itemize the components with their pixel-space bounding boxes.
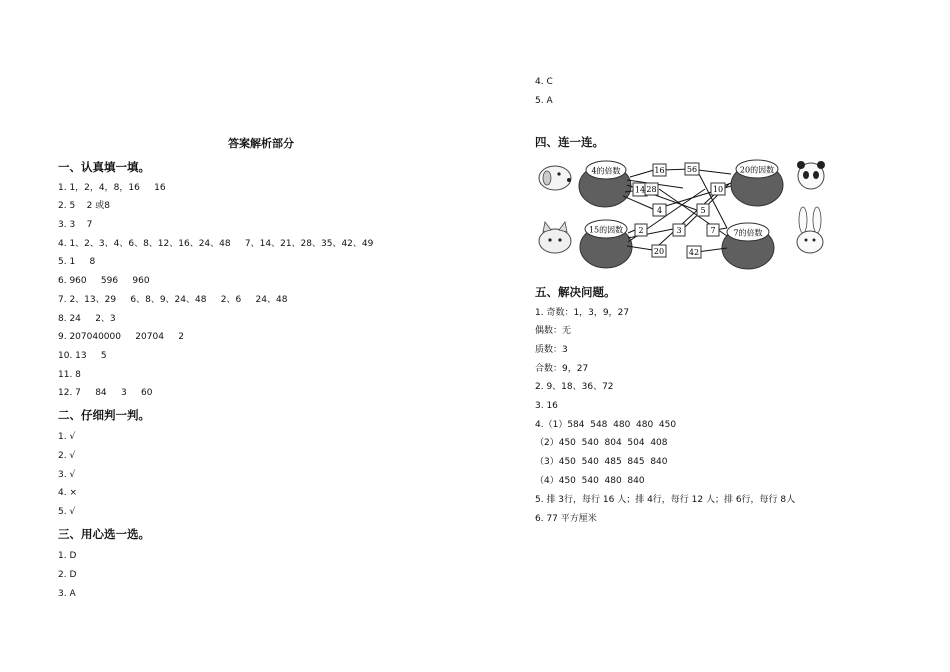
number-label: 2: [638, 226, 644, 235]
number-label: 3: [676, 226, 682, 235]
section-5-item: 1. 奇数：1，3，9，27: [535, 308, 630, 318]
section-1-item: 1. 1，2，4，8，16 16: [58, 183, 166, 193]
section-1-item: 5. 1 8: [58, 257, 96, 267]
section-2-item: 2. √: [58, 451, 76, 461]
number-box: [635, 224, 647, 236]
number-label: 28: [646, 185, 657, 194]
number-label: 10: [712, 185, 724, 194]
section-3-heading: 三、用心选一选。: [58, 527, 150, 541]
section-2-heading: 二、仔细判一判。: [58, 408, 150, 422]
section-3-item: 2. D: [58, 570, 77, 580]
section-4-heading: 四、连一连。: [535, 135, 604, 149]
section-1-item: 4. 1、2、3、4、6、8、12、16、24、48 7、14、21、28、35、42、49: [58, 239, 374, 249]
pot-4-multiples: [579, 161, 631, 207]
number-label: 4: [656, 206, 663, 215]
pot-20-factors: [731, 160, 783, 206]
section-5-item: （4）450 540 480 840: [535, 476, 645, 486]
number-label: 20: [653, 247, 665, 256]
pot-7-multiples: [722, 223, 774, 269]
matching-diagram: [535, 156, 835, 274]
section-1-item: 12. 7 84 3 60: [58, 388, 153, 398]
number-box: [687, 246, 701, 258]
section-5-item: 6. 77 平方厘米: [535, 514, 597, 524]
section-1-item: 3. 3 7: [58, 220, 93, 230]
number-box: [652, 245, 666, 257]
section-1-heading: 一、认真填一填。: [58, 160, 150, 174]
number-box: [673, 224, 685, 236]
panda-icon: [797, 161, 825, 189]
section-5-item: （2）450 540 804 504 408: [535, 438, 668, 448]
section-3-item: 3. A: [58, 589, 76, 599]
section-1-item: 2. 5 2 或8: [58, 201, 110, 211]
pot-label: 7的倍数: [733, 228, 763, 238]
section-2-item: 3. √: [58, 470, 76, 480]
number-box: [711, 183, 725, 195]
section-1-item: 11. 8: [58, 370, 81, 380]
pot-label: 4的倍数: [591, 166, 621, 176]
number-label: 14: [634, 185, 646, 195]
rabbit-icon: [797, 207, 823, 253]
number-label: 7: [710, 226, 716, 235]
number-box: [653, 164, 666, 176]
section-5-item: 偶数：无: [535, 326, 572, 336]
connection-lines: [623, 169, 731, 252]
section-1-item: 9. 207040000 20704 2: [58, 332, 184, 342]
number-box: [707, 224, 719, 236]
section-3-item: 5. A: [535, 96, 553, 106]
section-5-item: 质数：3: [535, 345, 568, 355]
section-5-heading: 五、解决问题。: [535, 285, 616, 299]
section-5-item: 2. 9、18、36、72: [535, 382, 614, 392]
section-2-item: 5. √: [58, 507, 76, 517]
pot-15-factors: [580, 220, 632, 268]
section-1-item: 10. 13 5: [58, 351, 107, 361]
page-title: 答案解析部分: [228, 137, 294, 150]
pot-label: 15的因数: [588, 225, 624, 235]
section-5-item: 4.（1）584 548 480 480 450: [535, 420, 677, 430]
number-box: [653, 204, 666, 216]
section-2-item: 4. ×: [58, 488, 77, 498]
section-5-item: 合数：9，27: [535, 364, 589, 374]
number-label: 16: [654, 166, 665, 175]
section-5-item: 3. 16: [535, 401, 558, 411]
pot-label: 20的因数: [739, 165, 775, 175]
section-1-item: 8. 24 2、3: [58, 314, 116, 324]
number-box: [697, 204, 709, 216]
section-1-item: 6. 960 596 960: [58, 276, 150, 286]
number-label: 5: [700, 206, 706, 215]
section-3-item: 4. C: [535, 77, 553, 87]
section-2-item: 1. √: [58, 432, 76, 442]
number-box: [685, 163, 699, 175]
dog-icon: [539, 166, 571, 190]
section-5-item: 5. 排 3行，每行 16 人；排 4行，每行 12 人；排 6行，每行 8人: [535, 495, 796, 505]
section-1-item: 7. 2、13、29 6、8、9、24、48 2、6 24、48: [58, 295, 288, 305]
cat-icon: [539, 222, 571, 253]
section-5-item: （3）450 540 485 845 840: [535, 457, 668, 467]
section-3-item: 1. D: [58, 551, 77, 561]
number-box: [645, 183, 658, 195]
number-label: 42: [688, 248, 700, 257]
number-label: 56: [686, 165, 698, 174]
